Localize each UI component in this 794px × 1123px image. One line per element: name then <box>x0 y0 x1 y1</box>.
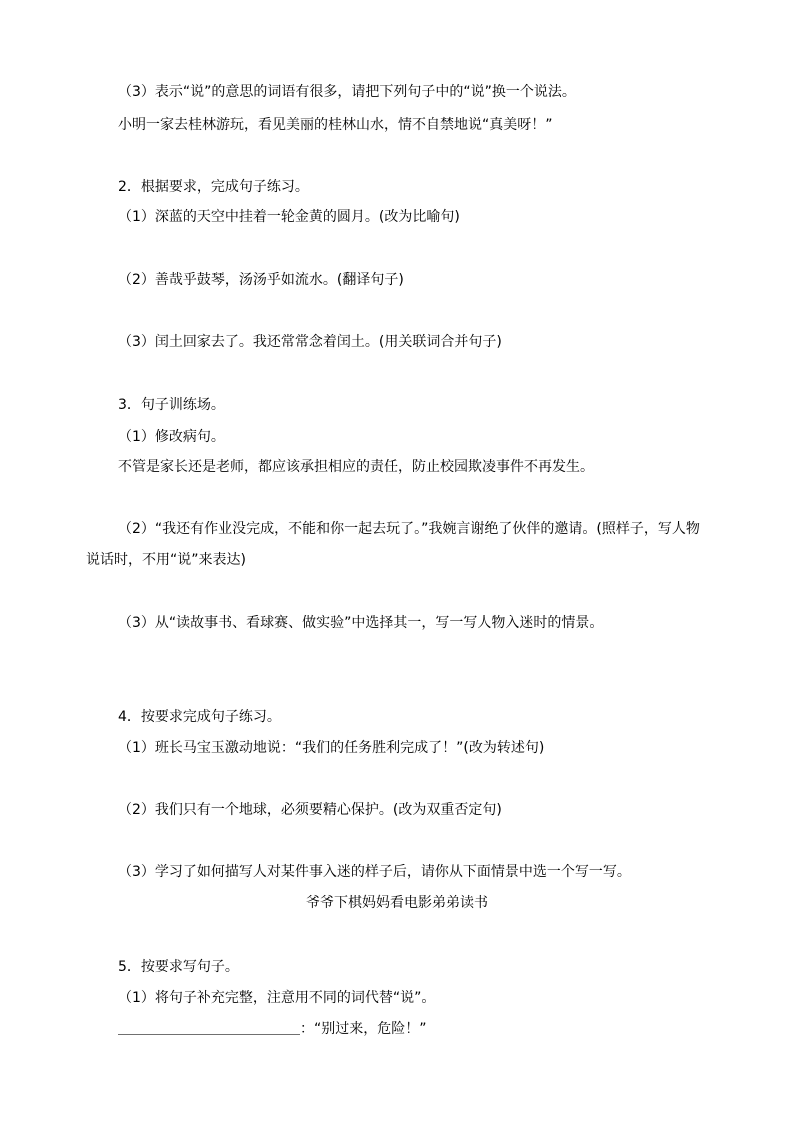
q1-3-instruction: （3）表示“说”的意思的词语有很多，请把下列句子中的“说”换一个说法。 <box>118 84 576 100</box>
q4-2-prompt: （2）我们只有一个地球，必须要精心保护。(改为双重否定句) <box>118 802 502 818</box>
q4-1-prompt: （1）班长马宝玉激动地说：“我们的任务胜利完成了！”(改为转述句) <box>118 740 545 756</box>
q2-3-prompt: （3）闰土回家去了。我还常常念着闰土。(用关联词合并句子) <box>118 334 502 350</box>
q4-heading: 4．按要求完成句子练习。 <box>118 709 281 725</box>
q3-1-prompt: （1）修改病句。 <box>118 429 225 445</box>
q3-2-prompt: （2）“我还有作业没完成，不能和你一起去玩了。”我婉言谢绝了伙伴的邀请。(照样子，写人物 <box>118 521 700 537</box>
q2-heading: 2．根据要求，完成句子练习。 <box>118 179 309 195</box>
q3-3-prompt: （3）从“读故事书、看球赛、做实验”中选择其一，写一写人物入迷时的情景。 <box>118 615 604 631</box>
q2-2-prompt: （2）善哉乎鼓琴，汤汤乎如流水。(翻译句子) <box>118 272 404 288</box>
q2-1-prompt: （1）深蓝的天空中挂着一轮金黄的圆月。(改为比喻句) <box>118 209 460 225</box>
q4-3-scenarios: 爷爷下棋妈妈看电影弟弟读书 <box>306 895 488 911</box>
q4-3-prompt: （3）学习了如何描写人对某件事入迷的样子后，请你从下面情景中选一个写一写。 <box>118 864 631 880</box>
q5-1-prompt: （1）将句子补充完整，注意用不同的词代替“说”。 <box>118 990 436 1006</box>
q3-1-sentence: 不管是家长还是老师，都应该承担相应的责任，防止校园欺凌事件不再发生。 <box>118 459 594 475</box>
q3-heading: 3．句子训练场。 <box>118 397 225 413</box>
q5-heading: 5．按要求写句子。 <box>118 959 239 975</box>
q3-2-prompt-continued: 说话时，不用“说”来表达) <box>86 552 246 568</box>
q1-3-sentence: 小明一家去桂林游玩，看见美丽的桂林山水，情不自禁地说“真美呀！” <box>118 117 553 133</box>
q5-1-blank-sentence: ＿＿＿＿＿＿＿＿＿＿＿＿＿：“别过来，危险！” <box>118 1021 427 1037</box>
